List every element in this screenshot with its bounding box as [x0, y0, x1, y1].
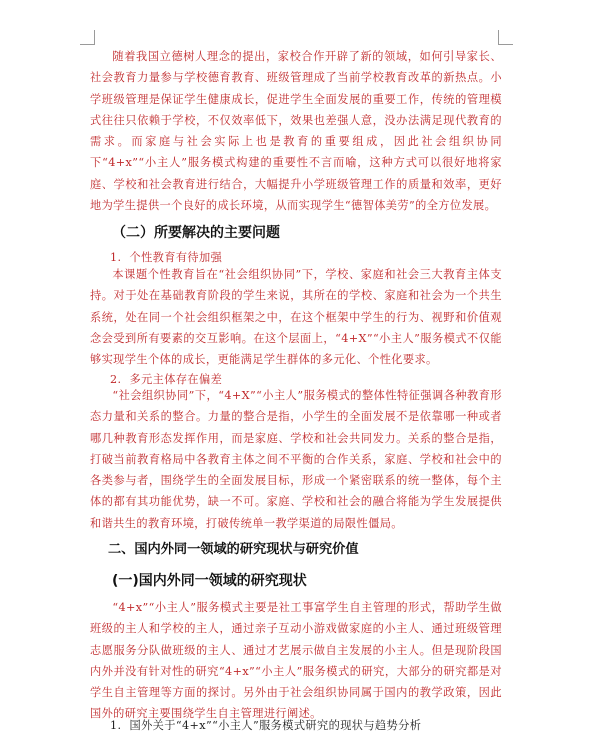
paragraph-individual-education: 本课题个性教育旨在“社会组织协同”下，学校、家庭和社会三大教育主体支持。对于处在基础教育阶段的学生来说，其所在的学校、家庭和社会为一个共生系统，处在同一个社会组织框架之中，在这个框架中学生的行为、视野和价值观念会受到所有要素的交互影响。在这个层面上，“4+X”“小主人”服务模式不仅能够实现学生个体的成长，更能满足学生群体的多元化、个性化要求。 — [90, 268, 502, 367]
list-item-number: 1. — [110, 719, 122, 732]
heading-research-status: (一)国内外同一领域的研究现状 — [112, 573, 307, 589]
list-item-text: 多元主体存在偏差 — [129, 373, 223, 386]
list-item-text: 国外关于“4+x”“小主人”服务模式研究的现状与趋势分析 — [129, 719, 422, 732]
heading-main-problems: （二）所要解决的主要问题 — [112, 225, 280, 241]
list-item-number: 2. — [110, 373, 122, 386]
list-item-number: 1. — [110, 251, 122, 264]
margin-corner-mark-top-left — [80, 30, 95, 45]
list-item-text: 个性教育有待加强 — [129, 251, 223, 264]
list-item-foreign-research — [110, 717, 421, 733]
paragraph-background: 随着我国立德树人理念的提出，家校合作开辟了新的领域，如何引导家长、社会教育力量参与学校德育教育、班级管理成了当前学校教育改革的新热点。小学班级管理是保证学生健康成长，促进学生全面发展的重要工作，传统的管理模式往往只依赖于学校，不仅效率低下，效果也差强人意，没办法满足现代教育的需求。而家庭与社会实际上也是教育的重要组成，因此社会组织协同下“4+x”“小主人”服务模式构建的重要性不言而喻，这种方式可以很好地将家庭、学校和社会教育进行结合，大幅提升小学班级管理工作的质量和效率，更好地为学生提供一个良好的成长环境，从而实现学生“德智体美劳”的全方位发展。 — [90, 50, 502, 213]
margin-corner-mark-top-right — [498, 30, 513, 45]
paragraph-multi-subject: “社会组织协同”下，“4+X”“小主人”服务模式的整体性特征强调各种教育形态力量和关系的整合。力量的整合是指，小学生的全面发展不是依靠哪一种或者哪几种教育形态发挥作用，而是家庭、学校和社会共同发力。关系的整合是指，打破当前教育格局中各教育主体之间不平衡的合作关系，家庭、学校和社会中的各类参与者，围绕学生的全面发展目标，形成一个紧密联系的统一整体，每个主体的都有其功能优势，缺一不可。家庭、学校和社会的融合将能为学生发展提供和谐共生的教育环境，打破传统单一教学渠道的局限性僵局。 — [90, 389, 502, 530]
heading-research-status-value: 二、国内外同一领域的研究现状与研究价值 — [108, 542, 359, 557]
list-item-individual-education — [110, 249, 222, 265]
paragraph-research-status: “4+x”“小主人”服务模式主要是社工事富学生自主管理的形式，帮助学生做班级的主人和学校的主人，通过亲子互动小游戏做家庭的小主人、通过班级管理志愿服务分队做班级的主人、通过才艺展示做自主发展的小主人。但是现阶段国内外并没有针对性的研究“4+x”“小主人”服务模式的研究，大部分的研究都是对学生自主管理等方面的探讨。另外由于社会组织协同属于国内的教学政策，因此国外的研究主要围绕学生自主管理进行阐述。 — [90, 601, 502, 721]
